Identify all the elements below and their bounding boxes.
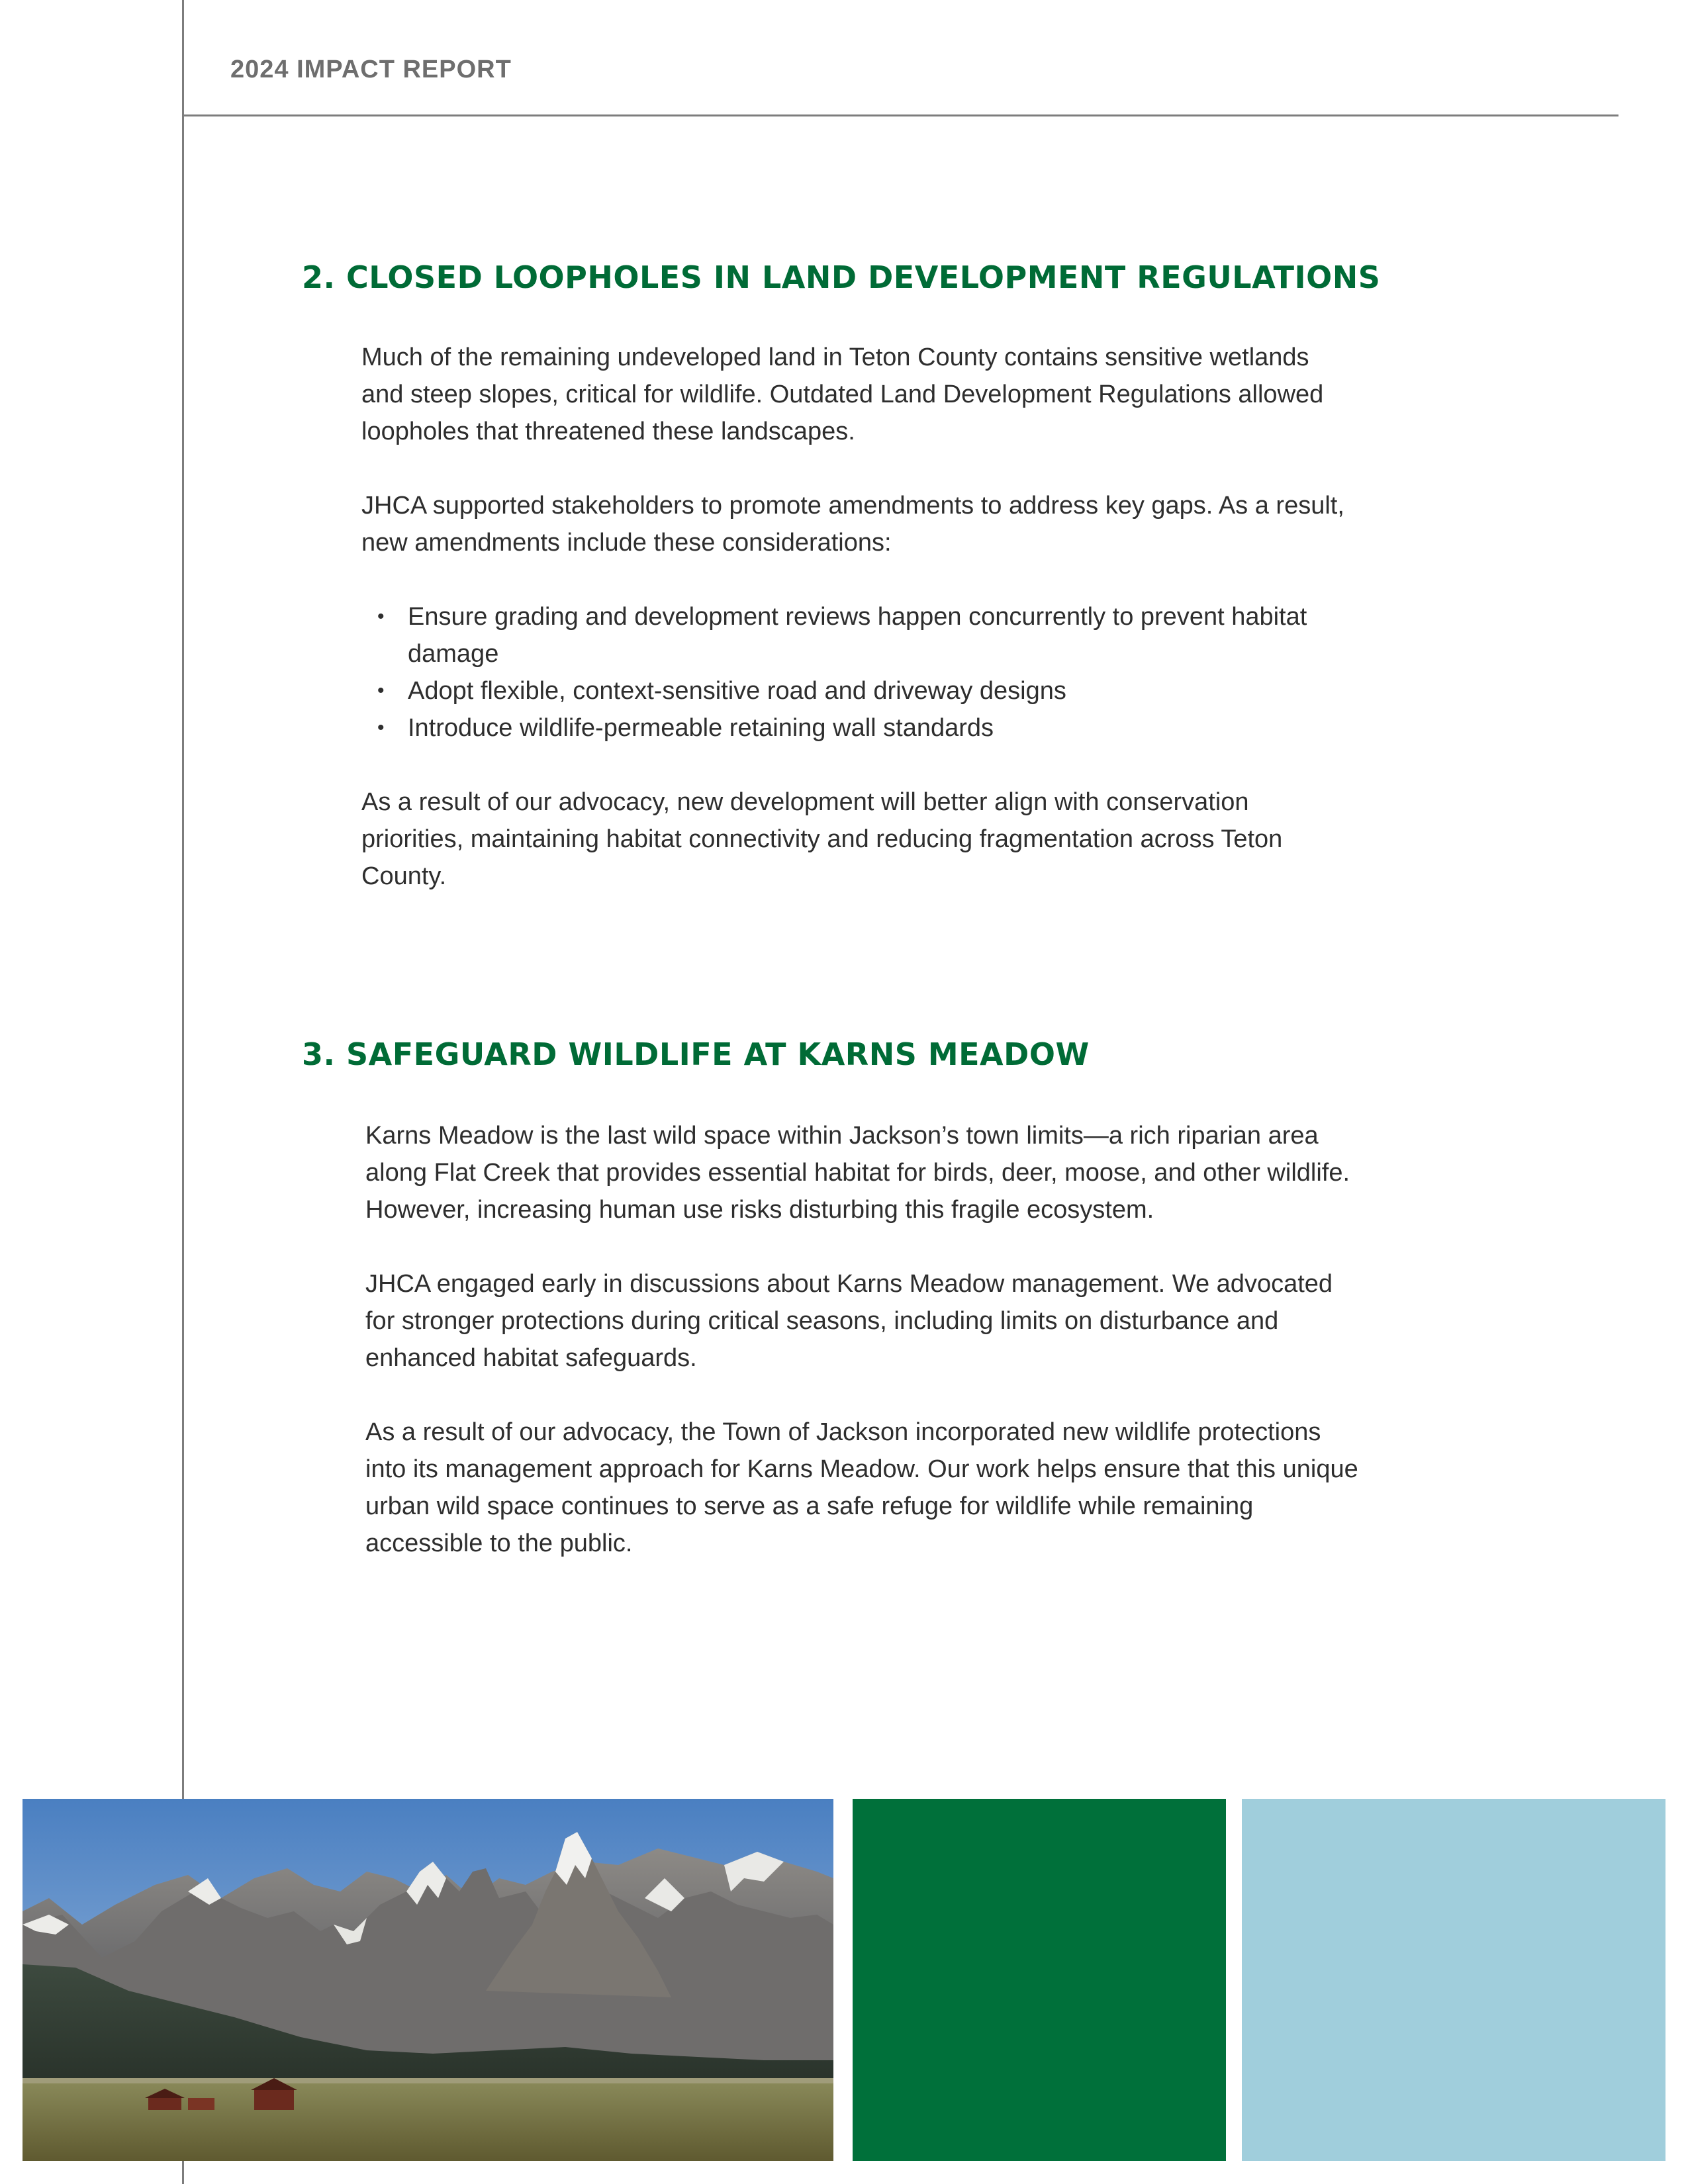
list-item: • Introduce wildlife-permeable retaining wall standards xyxy=(361,709,1321,747)
paragraph: JHCA engaged early in discussions about Karns Meadow management. We advocated for stronger protections during critical seasons, including limits on disturbance and enhanced habitat safeguards. xyxy=(365,1270,1333,1372)
bullet-icon: • xyxy=(377,606,385,627)
teton-mountains-photo xyxy=(23,1799,833,2161)
report-title: 2024 IMPACT REPORT xyxy=(230,56,512,83)
header-rule xyxy=(182,114,1618,116)
list-item: • Adopt flexible, context-sensitive road and driveway designs xyxy=(361,672,1321,709)
section-body-karns-meadow xyxy=(365,1117,1358,1562)
color-swatch-green xyxy=(853,1799,1226,2161)
bullet-icon: • xyxy=(377,680,385,702)
section-heading-karns-meadow: 3. SAFEGUARD WILDLIFE AT KARNS MEADOW xyxy=(302,1036,1090,1072)
paragraph: Karns Meadow is the last wild space within Jackson’s town limits—a rich riparian area along Flat Creek that provides essential habitat for birds, deer, moose, and other wildlife. However, increasing human use risks disturbing this fragile ecosystem. xyxy=(365,1122,1350,1224)
paragraph: As a result of our advocacy, new development will better align with conservation priorities, maintaining habitat connectivity and reducing fragmentation across Teton County. xyxy=(361,788,1283,890)
color-swatch-blue xyxy=(1242,1799,1665,2161)
paragraph: Much of the remaining undeveloped land in Teton County contains sensitive wetlands and steep slopes, critical for wildlife. Outdated Land Development Regulations allowed loopholes that threatened these landscapes. xyxy=(361,343,1324,445)
section-heading-land-development: 2. CLOSED LOOPHOLES IN LAND DEVELOPMENT REGULATIONS xyxy=(302,259,1381,295)
section-body-land-development xyxy=(361,339,1354,895)
bullet-icon: • xyxy=(377,717,385,739)
paragraph: As a result of our advocacy, the Town of Jackson incorporated new wildlife protections into its management approach for Karns Meadow. Our work helps ensure that this unique urban wild space continues to serve as a safe refuge for wildlife while remaining accessible to the public. xyxy=(365,1418,1358,1557)
paragraph: JHCA supported stakeholders to promote amendments to address key gaps. As a result, new amendments include these considerations: xyxy=(361,492,1344,557)
list-item: • Ensure grading and development reviews happen concurrently to prevent habitat damage xyxy=(361,598,1321,672)
considerations-list xyxy=(361,598,1354,747)
mountain-illustration xyxy=(23,1799,833,2161)
